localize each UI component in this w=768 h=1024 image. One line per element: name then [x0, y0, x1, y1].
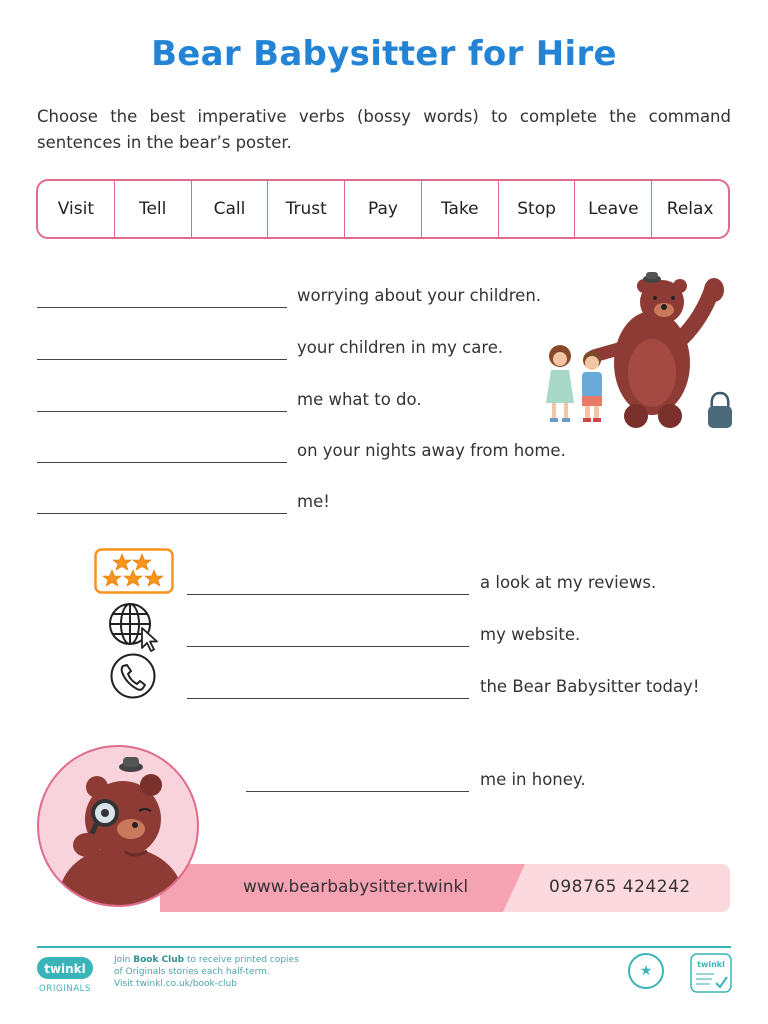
phone-icon — [108, 653, 158, 699]
sentence-text: a look at my reviews. — [480, 573, 657, 592]
answer-blank[interactable] — [37, 359, 287, 360]
footer-line1-pre: Join — [114, 955, 134, 965]
quality-badge-icon — [690, 953, 732, 993]
verb-pay[interactable]: Pay — [345, 181, 422, 237]
verb-bank — [36, 179, 730, 239]
bear-portrait — [37, 745, 199, 907]
answer-blank[interactable] — [37, 307, 287, 308]
bear-with-children-illustration — [524, 268, 734, 433]
footer-divider — [37, 946, 731, 948]
sentence-text: me! — [297, 492, 330, 511]
answer-blank[interactable] — [37, 513, 287, 514]
sentence-text: the Bear Babysitter today! — [480, 677, 700, 696]
verb-leave[interactable]: Leave — [575, 181, 652, 237]
sentence-text: your children in my care. — [297, 338, 504, 357]
website-link[interactable]: www.bearbabysitter.twinkl — [243, 877, 469, 897]
book-club-link[interactable]: Book Club — [133, 955, 185, 965]
answer-blank[interactable] — [37, 411, 287, 412]
answer-blank[interactable] — [187, 698, 469, 699]
sentence-text: me what to do. — [297, 390, 422, 409]
verb-relax[interactable]: Relax — [666, 199, 714, 219]
logo-text-top: twinkl — [44, 962, 86, 976]
answer-blank[interactable] — [246, 791, 469, 792]
star-icon: ★ — [628, 953, 664, 989]
review-row — [187, 571, 707, 601]
sentence-row — [37, 439, 617, 469]
sentence-text: my website. — [480, 625, 581, 644]
sentence-row — [37, 336, 597, 366]
sentence-text: on your nights away from home. — [297, 441, 566, 460]
footer-line1-post: to receive printed copies — [184, 955, 299, 965]
answer-blank[interactable] — [187, 594, 469, 595]
five-stars-icon — [94, 548, 174, 594]
globe-cursor-icon — [106, 600, 162, 652]
verb-trust[interactable]: Trust — [268, 181, 345, 237]
bear-magnifier-illustration — [39, 747, 197, 905]
sentence-row — [37, 388, 597, 418]
sentence-text: me in honey. — [480, 770, 586, 789]
sentence-text: worrying about your children. — [297, 286, 542, 305]
instructions: Choose the best imperative verbs (bossy words) to complete the command sentences in the bear’s poster. — [37, 107, 731, 152]
page-title: Bear Babysitter for Hire — [151, 34, 617, 74]
twinkl-originals-logo — [37, 955, 97, 995]
sentence-row — [37, 490, 597, 520]
book-club-note — [114, 954, 354, 990]
answer-blank[interactable] — [187, 646, 469, 647]
footer-line2: of Originals stories each half-term. — [114, 967, 270, 977]
verb-tell[interactable]: Tell — [115, 181, 192, 237]
phone-number: 098765 424242 — [549, 877, 691, 897]
verb-stop[interactable]: Stop — [499, 181, 576, 237]
call-row — [187, 675, 747, 705]
badge-text: twinkl — [697, 960, 725, 969]
answer-blank[interactable] — [37, 462, 287, 463]
footer-line3[interactable]: Visit twinkl.co.uk/book-club — [114, 979, 237, 989]
verb-take[interactable]: Take — [422, 181, 499, 237]
verb-call[interactable]: Call — [192, 181, 269, 237]
website-row — [187, 623, 707, 653]
honey-row — [246, 768, 666, 798]
logo-text-bottom: ORIGINALS — [39, 984, 91, 994]
verb-visit[interactable]: Visit — [38, 181, 115, 237]
sentence-row — [37, 284, 597, 314]
